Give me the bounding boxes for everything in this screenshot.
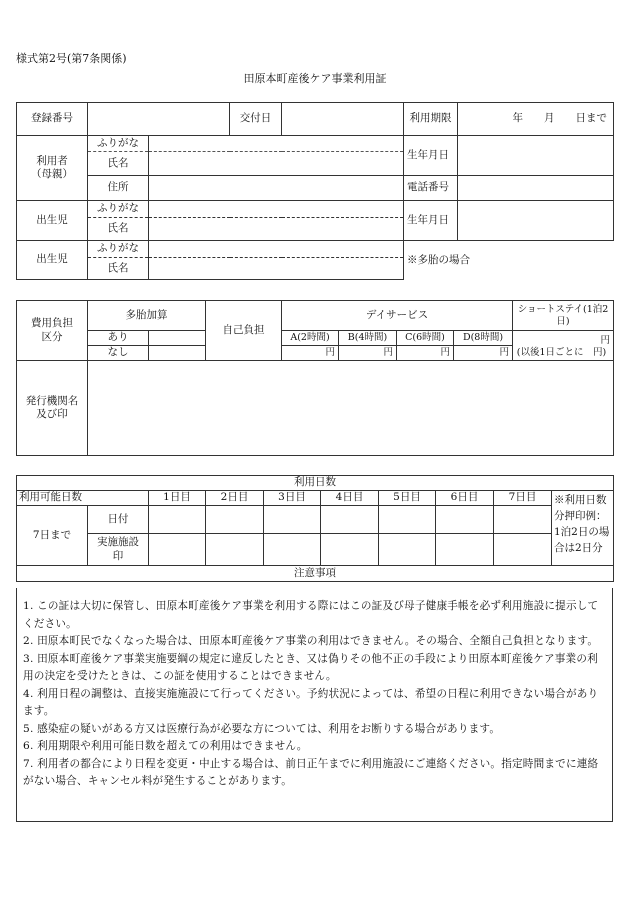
day-b-price-field[interactable]: 円 [339, 346, 397, 361]
registration-table [16, 102, 614, 280]
phone-label: 電話番号 [404, 176, 458, 201]
user-birthdate-field[interactable] [458, 136, 614, 176]
user-furigana-field[interactable] [149, 136, 404, 152]
day-7-date-field[interactable] [494, 506, 552, 534]
address-label: 住所 [88, 176, 149, 201]
day-3-date-field[interactable] [264, 506, 321, 534]
cost-label: 費用負担 区分 [17, 301, 88, 361]
day-c-price-field[interactable]: 円 [397, 346, 454, 361]
day-d-price-field[interactable]: 円 [454, 346, 513, 361]
newborn-label: 出生児 [17, 201, 88, 241]
newborn-birthdate-field[interactable] [458, 201, 614, 241]
reg-no-label: 登録番号 [17, 103, 88, 136]
day-4-date-field[interactable] [321, 506, 379, 534]
birthdate-label: 生年月日 [404, 136, 458, 176]
self-pay-label: 自己負担 [206, 301, 282, 361]
name-label: 氏名 [88, 258, 149, 280]
form-number: 様式第2号(第7条関係) [16, 52, 127, 65]
newborn-2-label: 出生児 [17, 241, 88, 280]
short-stay-price-field[interactable] [513, 331, 614, 361]
day-col-b: B(4時間) [339, 331, 397, 346]
until-7-label: 7日まで [17, 506, 88, 566]
period-label: 利用期限 [404, 103, 458, 136]
cost-table [16, 300, 614, 456]
day-2-date-field[interactable] [206, 506, 264, 534]
yen-unit: 円 [600, 335, 611, 347]
multiple-birth-note: ※多胎の場合 [407, 253, 470, 266]
notes-label: 注意事項 [17, 566, 614, 582]
day-1-date-field[interactable] [149, 506, 206, 534]
multiple-addition-label: 多胎加算 [88, 301, 206, 331]
newborn-name-field[interactable] [149, 218, 404, 241]
available-days-label: 利用可能日数 [17, 491, 149, 506]
day-5-label: 5日目 [379, 491, 436, 506]
day-2-label: 2日目 [206, 491, 264, 506]
day-1-stamp-field[interactable] [149, 534, 206, 566]
day-3-label: 3日目 [264, 491, 321, 506]
day-a-price-field[interactable]: 円 [282, 346, 339, 361]
day-1-label: 1日目 [149, 491, 206, 506]
note-item: 5. 感染症の疑いがある方又は医療行為が必要な方については、利用をお断りする場合があります。 [23, 722, 501, 735]
issue-date-field[interactable] [282, 103, 404, 136]
day-4-label: 4日目 [321, 491, 379, 506]
facility-label: 実施施設 印 [88, 534, 149, 566]
no-checkbox[interactable] [149, 346, 206, 361]
day-4-stamp-field[interactable] [321, 534, 379, 566]
furigana-label: ふりがな [88, 136, 149, 152]
day-7-label: 7日目 [494, 491, 552, 506]
page-title: 田原本町産後ケア事業利用証 [243, 72, 387, 85]
user-name-field[interactable] [149, 152, 404, 176]
period-field[interactable]: 年 月 日まで [458, 103, 614, 136]
newborn-2-name-field[interactable] [149, 258, 404, 280]
birthdate-label: 生年月日 [404, 201, 458, 241]
note-item: 4. 利用日程の調整は、直接実施施設にて行ってください。予約状況によっては、希望の日程に利用できない場合があります。 [23, 687, 599, 717]
issuer-label: 発行機関名 及び印 [17, 361, 88, 456]
date-label: 日付 [88, 506, 149, 534]
no-label: なし [88, 346, 149, 361]
day-service-label: デイサービス [282, 301, 513, 331]
reg-no-field[interactable] [88, 103, 230, 136]
furigana-label: ふりがな [88, 241, 149, 258]
day-3-stamp-field[interactable] [264, 534, 321, 566]
day-col-a: A(2時間) [282, 331, 339, 346]
day-col-d: D(8時間) [454, 331, 513, 346]
name-label: 氏名 [88, 152, 149, 176]
note-item: 3. 田原本町産後ケア事業実施要綱の規定に違反したとき、又は偽りその他不正の手段により田原本町産後ケア事業の利用の決定を受けたときは、この証を使用することはできません。 [23, 652, 598, 682]
day-col-c: C(6時間) [397, 331, 454, 346]
user-phone-field[interactable] [458, 176, 614, 201]
day-2-stamp-field[interactable] [206, 534, 264, 566]
newborn-furigana-field[interactable] [149, 201, 404, 218]
name-label: 氏名 [88, 218, 149, 241]
newborn-2-furigana-field[interactable] [149, 241, 404, 258]
yes-label: あり [88, 331, 149, 346]
stamp-note: ※利用日数分押印例：1泊2日の場合は2日分 [552, 491, 614, 566]
usage-days-label: 利用日数 [17, 476, 614, 491]
user-label: 利用者 （母親） [17, 136, 88, 201]
note-item: 2. 田原本町民でなくなった場合は、田原本町産後ケア事業の利用はできません。その場合、全額自己負担となります。 [23, 635, 599, 647]
notes-section [16, 588, 613, 822]
note-item: 7. 利用者の都合により日程を変更・中止する場合は、前日正午までに利用施設にご連絡ください。指定時間までに連絡がない場合、キャンセル料が発生することがあります。 [23, 757, 599, 787]
day-6-label: 6日目 [436, 491, 494, 506]
day-5-stamp-field[interactable] [379, 534, 436, 566]
day-5-date-field[interactable] [379, 506, 436, 534]
issuer-field[interactable] [88, 361, 614, 456]
note-item: 6. 利用期限や利用可能日数を超えての利用はできません。 [23, 740, 308, 752]
issue-date-label: 交付日 [230, 103, 282, 136]
note-item: 1. この証は大切に保管し、田原本町産後ケア事業を利用する際にはこの証及び母子健康手帳を必ず利用施設に提示してください。 [23, 600, 599, 630]
user-address-field[interactable] [149, 176, 404, 201]
short-stay-after: (以後1日ごとに 円) [516, 347, 607, 359]
day-6-date-field[interactable] [436, 506, 494, 534]
day-7-stamp-field[interactable] [494, 534, 552, 566]
yes-checkbox[interactable] [149, 331, 206, 346]
short-stay-label: ショートステイ(1泊2日) [513, 301, 614, 331]
furigana-label: ふりがな [88, 201, 149, 218]
usage-days-table [16, 475, 614, 582]
day-6-stamp-field[interactable] [436, 534, 494, 566]
